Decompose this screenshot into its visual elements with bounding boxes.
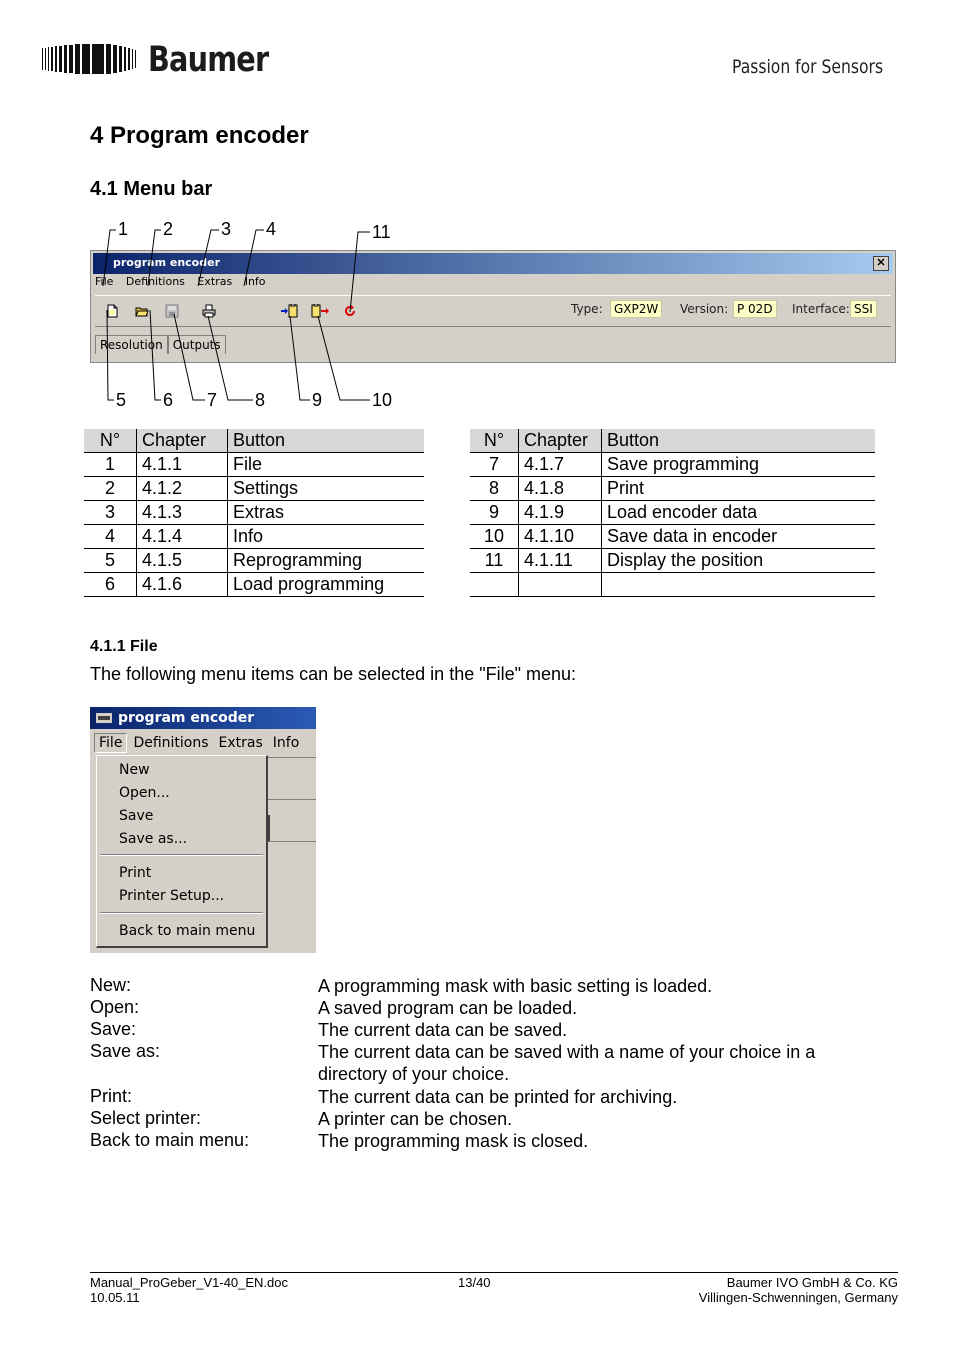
cell-no: 3: [84, 501, 137, 525]
file-dropdown-menu: [96, 755, 268, 948]
cell-chapter: 4.1.4: [137, 525, 228, 549]
footer-location: Villingen-Schwenningen, Germany: [698, 1290, 898, 1305]
def-desc-save-as: The current data can be saved with a name of your choice in a directory of your choice.: [318, 1042, 816, 1084]
reference-table-left: [84, 429, 424, 597]
def-term-save: Save:: [90, 1019, 137, 1039]
table-row: [470, 573, 875, 597]
toolbar: [95, 295, 891, 327]
def-desc-save: The current data can be saved.: [318, 1020, 568, 1040]
callout-6: 6: [163, 390, 174, 410]
cell-button: Save programming: [602, 453, 876, 477]
cell-chapter: 4.1.8: [519, 477, 602, 501]
def-desc-back-to-main: The programming mask is closed.: [318, 1131, 589, 1151]
table-row: [84, 453, 424, 477]
new-icon[interactable]: [105, 304, 119, 318]
cell-no: 10: [470, 525, 519, 549]
menu-item-save[interactable]: Save: [119, 808, 154, 824]
menu-definitions[interactable]: Definitions: [125, 275, 185, 288]
menu-separator: [100, 912, 263, 914]
window-title: program encoder: [118, 710, 255, 726]
type-value: GXP2W: [610, 300, 662, 318]
callout-9: 9: [312, 390, 323, 410]
def-term-back-to-main: Back to main menu:: [90, 1130, 250, 1150]
callout-5: 5: [116, 390, 127, 410]
title-bar: [93, 253, 893, 274]
table-row: [470, 453, 875, 477]
app-icon: [96, 713, 112, 723]
col-chapter: Chapter: [519, 429, 602, 453]
table-row: [84, 477, 424, 501]
cell-no: 2: [84, 477, 137, 501]
callout-3: 3: [221, 219, 232, 239]
def-desc-select-printer: A printer can be chosen.: [318, 1109, 513, 1129]
def-term-new: New:: [90, 975, 132, 995]
cell-chapter: 4.1.7: [519, 453, 602, 477]
cell-button: Settings: [228, 477, 425, 501]
menu-separator: [100, 854, 263, 856]
table-row: [84, 549, 424, 573]
file-menu-screenshot: [90, 707, 316, 953]
table-row: [470, 525, 875, 549]
col-button: Button: [602, 429, 876, 453]
menu-extras[interactable]: Extras: [197, 275, 233, 288]
chapter-heading: 4 Program encoder: [90, 122, 309, 149]
cell-chapter: 4.1.1: [137, 453, 228, 477]
cell-no: 1: [84, 453, 137, 477]
footer-date: 10.05.11: [90, 1290, 140, 1305]
cell-no: 11: [470, 549, 519, 573]
load-encoder-icon[interactable]: [281, 304, 299, 318]
menu-extras[interactable]: Extras: [218, 735, 263, 751]
intro-text: The following menu items can be selected in the "File" menu:: [90, 664, 577, 684]
table-row: [84, 573, 424, 597]
cell-chapter: 4.1.5: [137, 549, 228, 573]
def-desc-new: A programming mask with basic setting is loaded.: [318, 976, 713, 996]
def-term-select-printer: Select printer:: [90, 1108, 202, 1128]
cell-button: Load encoder data: [602, 501, 876, 525]
table-row: [470, 477, 875, 501]
close-icon[interactable]: ✕: [873, 256, 889, 271]
tab-outputs[interactable]: Outputs: [168, 335, 226, 354]
cell-button: File: [228, 453, 425, 477]
cell-chapter: 4.1.2: [137, 477, 228, 501]
menu-bar: [94, 733, 305, 753]
menu-item-save-as[interactable]: Save as...: [119, 831, 188, 847]
col-no: N°: [470, 429, 519, 453]
callout-11: 11: [372, 222, 391, 242]
cell-chapter: 4.1.3: [137, 501, 228, 525]
callout-4: 4: [266, 219, 277, 239]
interface-value: SSI: [850, 300, 877, 318]
callout-10: 10: [372, 390, 393, 410]
menu-item-print[interactable]: Print: [119, 865, 152, 881]
menu-item-back-to-main[interactable]: Back to main menu: [119, 923, 256, 939]
footer-page-number: 13/40: [458, 1275, 491, 1290]
section-heading: 4.1 Menu bar: [90, 178, 213, 200]
menu-definitions[interactable]: Definitions: [133, 735, 209, 751]
cell-button: Extras: [228, 501, 425, 525]
cell-button: Display the position: [602, 549, 876, 573]
subsection-heading: 4.1.1 File: [90, 638, 158, 655]
cell-chapter: 4.1.9: [519, 501, 602, 525]
save-disk-icon[interactable]: [165, 304, 179, 318]
col-chapter: Chapter: [137, 429, 228, 453]
cell-button: Load programming: [228, 573, 425, 597]
type-label: Type:: [571, 302, 603, 316]
menu-item-open[interactable]: Open...: [119, 785, 170, 801]
tagline: Passion for Sensors: [732, 56, 884, 78]
save-encoder-icon[interactable]: [311, 304, 331, 318]
def-desc-print: The current data can be printed for archiving.: [318, 1087, 678, 1107]
cell-no: 7: [470, 453, 519, 477]
interface-label: Interface:: [792, 302, 850, 316]
table-header: [470, 429, 875, 453]
cell-no: 9: [470, 501, 519, 525]
callout-8: 8: [255, 390, 266, 410]
menu-info[interactable]: Info: [244, 275, 266, 288]
col-no: N°: [84, 429, 137, 453]
cell-button: Reprogramming: [228, 549, 425, 573]
table-row: [84, 525, 424, 549]
cell-chapter: 4.1.6: [137, 573, 228, 597]
tab-resolution[interactable]: Resolution: [95, 335, 168, 354]
cell-button: Info: [228, 525, 425, 549]
cell-chapter: 4.1.11: [519, 549, 602, 573]
version-label: Version:: [680, 302, 729, 316]
footer-filename: Manual_ProGeber_V1-40_EN.doc: [90, 1275, 289, 1290]
printer-icon[interactable]: [202, 304, 216, 318]
version-value: P 02D: [733, 300, 777, 318]
menu-file[interactable]: File: [95, 275, 114, 288]
cell-button: [602, 573, 876, 597]
table-row: [470, 549, 875, 573]
footer-company: Baumer IVO GmbH & Co. KG: [726, 1275, 898, 1290]
menu-item-new[interactable]: New: [119, 762, 150, 778]
callout-1: 1: [118, 219, 129, 239]
def-term-open: Open:: [90, 997, 140, 1017]
cell-no: 5: [84, 549, 137, 573]
cell-button: Print: [602, 477, 876, 501]
refresh-position-icon[interactable]: [343, 304, 357, 318]
callout-7: 7: [207, 390, 218, 410]
menu-item-printer-setup[interactable]: Printer Setup...: [119, 888, 225, 904]
menu-info[interactable]: Info: [272, 735, 300, 751]
cell-button: Save data in encoder: [602, 525, 876, 549]
window-title: program encoder: [113, 256, 220, 269]
menu-file[interactable]: File: [94, 733, 127, 753]
def-term-save-as: Save as:: [90, 1041, 161, 1061]
col-button: Button: [228, 429, 425, 453]
open-folder-icon[interactable]: [135, 304, 149, 318]
cell-no: 4: [84, 525, 137, 549]
menu-bar: [95, 275, 275, 288]
cell-chapter: 4.1.10: [519, 525, 602, 549]
cell-chapter: [519, 573, 602, 597]
cell-no: 8: [470, 477, 519, 501]
table-row: [470, 501, 875, 525]
footer-divider: [90, 1272, 898, 1273]
def-term-print: Print:: [90, 1086, 133, 1106]
callout-2: 2: [163, 219, 174, 239]
tab-strip: [95, 335, 226, 354]
def-desc-open: A saved program can be loaded.: [318, 998, 578, 1018]
baumer-logo-icon: [42, 44, 136, 74]
cell-no: 6: [84, 573, 137, 597]
reference-table-right: [470, 429, 875, 597]
title-bar: [90, 707, 316, 729]
cell-no: [470, 573, 519, 597]
table-header: [84, 429, 424, 453]
menu-bar-screenshot: [90, 250, 896, 363]
brand-name: Baumer: [148, 40, 269, 80]
table-row: [84, 501, 424, 525]
